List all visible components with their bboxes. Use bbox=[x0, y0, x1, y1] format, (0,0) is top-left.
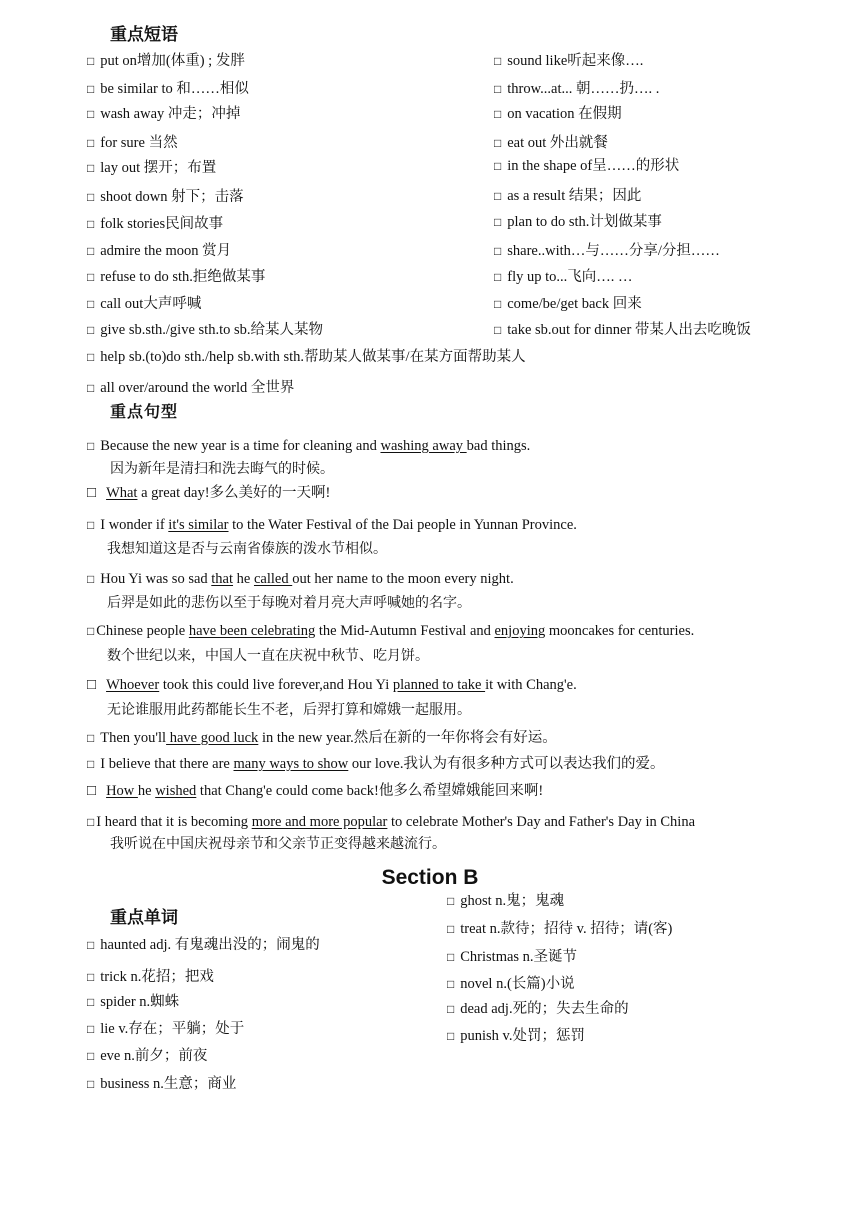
phrase-item bbox=[87, 159, 216, 177]
checkbox-icon: □ bbox=[494, 215, 502, 229]
phrase-item-text: fly up to...飞向…. … bbox=[507, 269, 633, 285]
word-item-text: business n.生意；商业 bbox=[100, 1076, 237, 1092]
phrase-item-text: eat out 外出就餐 bbox=[507, 135, 608, 151]
phrase-item-text: in the shape of呈……的形状 bbox=[507, 158, 680, 174]
sentence-1-translation: 因为新年是清扫和洗去晦气的时候。 bbox=[110, 462, 334, 477]
checkbox-icon: □ bbox=[87, 190, 95, 204]
phrase-item bbox=[494, 80, 659, 98]
phrase-item bbox=[494, 134, 608, 152]
phrase-item-text: shoot down 射下；击落 bbox=[100, 189, 244, 205]
sentence-3-translation: 我想知道这是否与云南省傣族的泼水节相似。 bbox=[107, 542, 387, 557]
word-item-text: trick n.花招；把戏 bbox=[100, 969, 214, 985]
checkbox-icon: □ bbox=[87, 757, 95, 771]
phrase-item bbox=[494, 157, 679, 175]
checkbox-icon: □ bbox=[87, 350, 95, 364]
phrase-item bbox=[87, 188, 244, 206]
phrase-item bbox=[87, 348, 526, 366]
phrase-item-text: come/be/get back 回来 bbox=[507, 296, 642, 312]
phrase-item bbox=[87, 321, 323, 339]
checkbox-icon: □ bbox=[87, 624, 95, 638]
checkbox-icon: □ bbox=[87, 1049, 95, 1063]
sentence-4-translation: 后羿是如此的悲伤以至于每晚对着月亮大声呼喊她的名字。 bbox=[107, 596, 471, 611]
phrase-item-text: sound like听起来像…. bbox=[507, 53, 644, 69]
checkbox-icon: □ bbox=[87, 270, 95, 284]
word-item-text: lie v.存在；平躺；处于 bbox=[100, 1021, 245, 1037]
phrase-item bbox=[87, 105, 240, 123]
sentence-10-translation: 我听说在中国庆祝母亲节和父亲节正变得越来越流行。 bbox=[110, 837, 446, 852]
phrase-item-text: lay out 摆开；布置 bbox=[100, 160, 217, 176]
checkbox-icon: □ bbox=[87, 439, 95, 453]
word-item-text: haunted adj. 有鬼魂出没的；闹鬼的 bbox=[100, 937, 320, 953]
phrase-item-text: folk stories民间故事 bbox=[100, 216, 224, 232]
sentence-2: □ What a great day!多么美好的一天啊! bbox=[87, 485, 331, 501]
sentence-5-translation: 数个世纪以来，中国人一直在庆祝中秋节、吃月饼。 bbox=[107, 649, 429, 664]
checkbox-icon: □ bbox=[447, 894, 455, 908]
phrase-item bbox=[87, 242, 231, 260]
checkbox-icon: □ bbox=[87, 970, 95, 984]
word-item bbox=[447, 892, 564, 910]
phrase-item-text: take sb.out for dinner 带某人出去吃晚饭 bbox=[507, 322, 751, 338]
word-item bbox=[447, 920, 672, 938]
sentence-8: □ I believe that there are many ways to show our love.我认为有很多种方式可以表达我们的爱。 bbox=[87, 756, 665, 772]
phrase-item bbox=[494, 268, 633, 286]
word-item bbox=[87, 1020, 244, 1038]
checkbox-icon: □ bbox=[494, 189, 502, 203]
word-item-text: ghost n.鬼；鬼魂 bbox=[460, 893, 565, 909]
checkbox-icon: □ bbox=[87, 297, 95, 311]
checkbox-icon: □ bbox=[87, 731, 95, 745]
word-item bbox=[87, 936, 320, 954]
phrase-item-text: throw...at... 朝……扔…. . bbox=[507, 81, 660, 97]
phrase-item-text: call out大声呼喊 bbox=[100, 296, 202, 312]
word-item bbox=[87, 1075, 236, 1093]
checkbox-icon: □ bbox=[87, 815, 95, 829]
sentence-10: □ I heard that it is becoming more and more popular to celebrate Mother's Day and Father's Day in China bbox=[87, 814, 696, 830]
word-item-text: punish v.处罚；惩罚 bbox=[460, 1028, 585, 1044]
checkbox-icon: □ bbox=[447, 950, 455, 964]
checkbox-icon: □ bbox=[494, 323, 502, 337]
phrase-item bbox=[87, 134, 178, 152]
phrase-item bbox=[87, 52, 245, 70]
checkbox-icon: □ bbox=[87, 244, 95, 258]
phrase-item bbox=[87, 379, 294, 397]
checkbox-icon: □ bbox=[447, 977, 455, 991]
checkbox-icon: □ bbox=[87, 938, 95, 952]
word-item bbox=[87, 1047, 207, 1065]
phrase-item-text: as a result 结果；因此 bbox=[507, 188, 642, 204]
phrase-item-text: be similar to 和……相似 bbox=[100, 81, 249, 97]
checkbox-icon: □ bbox=[87, 518, 95, 532]
checkbox-icon: □ bbox=[87, 572, 95, 586]
phrase-item bbox=[494, 295, 642, 313]
checkbox-icon: □ bbox=[87, 1077, 95, 1091]
word-item-text: dead adj.死的；失去生命的 bbox=[460, 1001, 629, 1017]
phrase-item bbox=[87, 80, 249, 98]
sentence-4: □ Hou Yi was so sad that he called out her name to the moon every night. bbox=[87, 571, 514, 587]
checkbox-icon: □ bbox=[87, 381, 95, 395]
phrase-item-text: give sb.sth./give sth.to sb.给某人某物 bbox=[100, 322, 323, 338]
phrase-item bbox=[494, 321, 751, 339]
checkbox-icon: □ bbox=[494, 297, 502, 311]
sentence-9: □ How he wished that Chang'e could come back!他多么希望嫦娥能回来啊! bbox=[87, 783, 544, 799]
checkbox-icon: □ bbox=[494, 244, 502, 258]
sentence-6-translation: 无论谁服用此药都能长生不老，后羿打算和嫦娥一起服用。 bbox=[107, 703, 471, 718]
sentence-3: □ I wonder if it's similar to the Water Festival of the Dai people in Yunnan Province. bbox=[87, 517, 577, 533]
checkbox-icon: □ bbox=[447, 1002, 455, 1016]
section-b-title: Section B bbox=[381, 866, 479, 889]
phrases-heading: 重点短语 bbox=[110, 25, 178, 45]
phrase-item-text: refuse to do sth.拒绝做某事 bbox=[100, 269, 266, 285]
checkbox-icon: □ bbox=[494, 159, 502, 173]
phrase-item bbox=[494, 52, 643, 70]
word-item bbox=[87, 993, 179, 1011]
sentences-heading: 重点句型 bbox=[110, 402, 179, 421]
phrase-item bbox=[494, 187, 641, 205]
checkbox-icon: □ bbox=[447, 922, 455, 936]
word-item-text: treat n.款待；招待 v. 招待；请(客) bbox=[460, 921, 673, 937]
checkbox-icon: □ bbox=[447, 1029, 455, 1043]
checkbox-icon: □ bbox=[494, 54, 502, 68]
phrase-item-text: admire the moon 赏月 bbox=[100, 243, 232, 259]
phrase-item bbox=[87, 268, 265, 286]
checkbox-icon: □ bbox=[87, 161, 95, 175]
word-item-text: Christmas n.圣诞节 bbox=[460, 949, 578, 965]
checkbox-icon: □ bbox=[494, 107, 502, 121]
phrase-item-text: wash away 冲走；冲掉 bbox=[100, 106, 241, 122]
word-item-text: eve n.前夕；前夜 bbox=[100, 1048, 208, 1064]
phrase-item-text: on vacation 在假期 bbox=[507, 106, 622, 122]
checkbox-icon: □ bbox=[494, 82, 502, 96]
sentence-7: □ Then you'll have good luck in the new year.然后在新的一年你将会有好运。 bbox=[87, 730, 557, 746]
checkbox-icon: □ bbox=[87, 323, 95, 337]
sentence-1: □ Because the new year is a time for cleaning and washing away bad things. bbox=[87, 438, 531, 454]
checkbox-icon: □ bbox=[494, 136, 502, 150]
sentence-6: □ Whoever took this could live forever,and Hou Yi planned to take it with Chang'e. bbox=[87, 677, 577, 693]
word-item bbox=[447, 975, 575, 993]
word-item bbox=[447, 948, 577, 966]
phrase-item bbox=[494, 213, 662, 231]
checkbox-icon: □ bbox=[87, 485, 97, 501]
words-heading: 重点单词 bbox=[110, 908, 178, 928]
word-item bbox=[447, 1000, 629, 1018]
sentence-5: □ Chinese people have been celebrating the Mid-Autumn Festival and enjoying mooncakes for centuries. bbox=[87, 623, 695, 639]
checkbox-icon: □ bbox=[87, 107, 95, 121]
checkbox-icon: □ bbox=[494, 270, 502, 284]
checkbox-icon: □ bbox=[87, 783, 97, 799]
phrase-item-text: share..with…与……分享/分担…… bbox=[507, 243, 720, 259]
phrase-item bbox=[87, 295, 201, 313]
word-item-text: novel n.(长篇)小说 bbox=[460, 976, 575, 992]
checkbox-icon: □ bbox=[87, 1022, 95, 1036]
checkbox-icon: □ bbox=[87, 677, 97, 693]
checkbox-icon: □ bbox=[87, 217, 95, 231]
checkbox-icon: □ bbox=[87, 82, 95, 96]
checkbox-icon: □ bbox=[87, 136, 95, 150]
phrase-item-text: put on增加(体重) ; 发胖 bbox=[100, 53, 245, 69]
phrase-item bbox=[494, 105, 622, 123]
word-item bbox=[447, 1027, 585, 1045]
phrase-item bbox=[494, 242, 720, 260]
phrase-item-text: all over/around the world 全世界 bbox=[100, 380, 295, 396]
phrase-item-text: for sure 当然 bbox=[100, 135, 178, 151]
phrase-item bbox=[87, 215, 223, 233]
checkbox-icon: □ bbox=[87, 995, 95, 1009]
checkbox-icon: □ bbox=[87, 54, 95, 68]
phrase-item-text: help sb.(to)do sth./help sb.with sth.帮助某人做某事/在某方面帮助某人 bbox=[100, 349, 526, 365]
phrase-item-text: plan to do sth.计划做某事 bbox=[507, 214, 662, 230]
word-item-text: spider n.蜘蛛 bbox=[100, 994, 180, 1010]
word-item bbox=[87, 968, 214, 986]
